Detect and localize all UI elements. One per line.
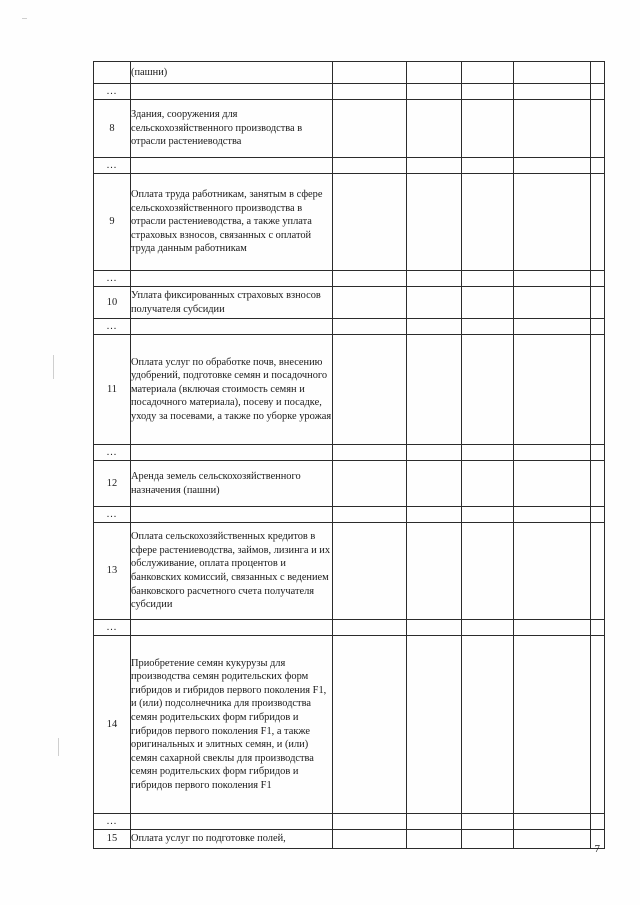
- empty-cell: [514, 84, 591, 100]
- empty-cell: [514, 62, 591, 84]
- expense-description: [131, 507, 333, 523]
- table-row-separator: [94, 271, 605, 287]
- empty-cell: [333, 507, 407, 523]
- empty-cell: [333, 335, 407, 445]
- expense-description: Оплата сельскохозяйственных кредитов в сфере растениеводства, займов, лизинга и их обслуживание, оплата процентов и банковских комиссий, связанных с ведением банковского расчетного счета получателя субсидии: [131, 523, 333, 620]
- expense-description: Аренда земель сельскохозяйственного назначения (пашни): [131, 461, 333, 507]
- empty-cell: [514, 271, 591, 287]
- row-number: [94, 62, 131, 84]
- empty-cell: [333, 174, 407, 271]
- empty-cell: [514, 287, 591, 319]
- empty-cell: [407, 507, 462, 523]
- empty-cell: [591, 507, 605, 523]
- row-number: ...: [94, 158, 131, 174]
- empty-cell: [333, 814, 407, 830]
- empty-cell: [407, 620, 462, 636]
- empty-cell: [462, 461, 514, 507]
- table-row: [94, 523, 605, 620]
- empty-cell: [591, 100, 605, 158]
- empty-cell: [407, 271, 462, 287]
- empty-cell: [462, 830, 514, 849]
- empty-cell: [462, 445, 514, 461]
- table-row: [94, 100, 605, 158]
- empty-cell: [591, 523, 605, 620]
- empty-cell: [462, 84, 514, 100]
- table-row-separator: [94, 158, 605, 174]
- empty-cell: [514, 523, 591, 620]
- empty-cell: [514, 814, 591, 830]
- empty-cell: [407, 335, 462, 445]
- expense-description: Здания, сооружения для сельскохозяйственного производства в отрасли растениеводства: [131, 100, 333, 158]
- table-row-separator: [94, 319, 605, 335]
- expense-description: (пашни): [131, 62, 333, 84]
- empty-cell: [591, 335, 605, 445]
- table-row: [94, 461, 605, 507]
- empty-cell: [514, 507, 591, 523]
- empty-cell: [514, 830, 591, 849]
- empty-cell: [333, 461, 407, 507]
- table-row: [94, 62, 605, 84]
- empty-cell: [591, 62, 605, 84]
- empty-cell: [407, 100, 462, 158]
- empty-cell: [462, 620, 514, 636]
- empty-cell: [333, 287, 407, 319]
- table-row: [94, 335, 605, 445]
- page-number: 7: [594, 843, 600, 855]
- empty-cell: [591, 84, 605, 100]
- empty-cell: [407, 523, 462, 620]
- empty-cell: [333, 84, 407, 100]
- table-row-separator: [94, 507, 605, 523]
- empty-cell: [462, 523, 514, 620]
- empty-cell: [333, 158, 407, 174]
- empty-cell: [462, 62, 514, 84]
- scan-mark-top: [22, 18, 27, 19]
- row-number: 8: [94, 100, 131, 158]
- empty-cell: [591, 814, 605, 830]
- expense-description: [131, 814, 333, 830]
- empty-cell: [514, 335, 591, 445]
- empty-cell: [591, 319, 605, 335]
- table-row-separator: [94, 445, 605, 461]
- empty-cell: [514, 158, 591, 174]
- empty-cell: [462, 319, 514, 335]
- empty-cell: [514, 636, 591, 814]
- row-number: 10: [94, 287, 131, 319]
- row-number: 11: [94, 335, 131, 445]
- table-row: [94, 830, 605, 849]
- empty-cell: [514, 620, 591, 636]
- empty-cell: [333, 620, 407, 636]
- expenses-table: [93, 61, 605, 849]
- row-number: ...: [94, 507, 131, 523]
- empty-cell: [591, 620, 605, 636]
- table-body: [94, 62, 605, 849]
- empty-cell: [407, 319, 462, 335]
- expense-description: Оплата труда работникам, занятым в сфере сельскохозяйственного производства в отрасли растениеводства, а также уплата страховых взносов, связанных с оплатой труда данным работникам: [131, 174, 333, 271]
- table-row-separator: [94, 620, 605, 636]
- empty-cell: [407, 174, 462, 271]
- empty-cell: [514, 445, 591, 461]
- empty-cell: [407, 158, 462, 174]
- empty-cell: [407, 84, 462, 100]
- empty-cell: [462, 100, 514, 158]
- empty-cell: [462, 271, 514, 287]
- empty-cell: [591, 445, 605, 461]
- empty-cell: [462, 287, 514, 319]
- empty-cell: [591, 158, 605, 174]
- empty-cell: [407, 445, 462, 461]
- empty-cell: [407, 287, 462, 319]
- empty-cell: [462, 636, 514, 814]
- row-number: 14: [94, 636, 131, 814]
- empty-cell: [514, 100, 591, 158]
- empty-cell: [514, 461, 591, 507]
- expense-description: Оплата услуг по подготовке полей,: [131, 830, 333, 849]
- table-row-separator: [94, 84, 605, 100]
- table-row: [94, 636, 605, 814]
- scan-mark-left-2: [58, 738, 59, 756]
- empty-cell: [462, 174, 514, 271]
- row-number: 15: [94, 830, 131, 849]
- empty-cell: [407, 62, 462, 84]
- row-number: ...: [94, 445, 131, 461]
- row-number: ...: [94, 271, 131, 287]
- expense-description: Оплата услуг по обработке почв, внесению удобрений, подготовке семян и посадочного материала (включая стоимость семян и посадочного материала), посеву и посадке, уходу за посевами, а также по уборке урожая: [131, 335, 333, 445]
- empty-cell: [333, 319, 407, 335]
- empty-cell: [407, 461, 462, 507]
- empty-cell: [333, 445, 407, 461]
- empty-cell: [333, 100, 407, 158]
- expense-description: [131, 620, 333, 636]
- empty-cell: [591, 174, 605, 271]
- expense-description: [131, 84, 333, 100]
- table-row: [94, 174, 605, 271]
- row-number: 12: [94, 461, 131, 507]
- empty-cell: [591, 461, 605, 507]
- empty-cell: [462, 814, 514, 830]
- empty-cell: [333, 523, 407, 620]
- empty-cell: [514, 319, 591, 335]
- empty-cell: [333, 636, 407, 814]
- row-number: ...: [94, 620, 131, 636]
- row-number: 9: [94, 174, 131, 271]
- row-number: ...: [94, 84, 131, 100]
- expense-description: [131, 158, 333, 174]
- empty-cell: [333, 62, 407, 84]
- empty-cell: [591, 271, 605, 287]
- table-row: [94, 287, 605, 319]
- expense-description: [131, 445, 333, 461]
- expense-description: Уплата фиксированных страховых взносов получателя субсидии: [131, 287, 333, 319]
- row-number: ...: [94, 814, 131, 830]
- empty-cell: [407, 830, 462, 849]
- empty-cell: [333, 271, 407, 287]
- empty-cell: [591, 636, 605, 814]
- empty-cell: [333, 830, 407, 849]
- empty-cell: [407, 636, 462, 814]
- row-number: ...: [94, 319, 131, 335]
- empty-cell: [462, 158, 514, 174]
- empty-cell: [462, 335, 514, 445]
- empty-cell: [591, 287, 605, 319]
- row-number: 13: [94, 523, 131, 620]
- expense-description: Приобретение семян кукурузы для производства семян родительских форм гибридов и гибридов первого поколения F1, и (или) подсолнечника для производства семян родительских форм гибридов и гибридов первого поколения F1, а также оригинальных и элитных семян, и (или) семян сахарной свеклы для производства семян родительских форм гибридов и гибридов первого поколения F1: [131, 636, 333, 814]
- empty-cell: [462, 507, 514, 523]
- scan-mark-left-1: [53, 355, 54, 379]
- empty-cell: [407, 814, 462, 830]
- expense-description: [131, 319, 333, 335]
- table-row-separator: [94, 814, 605, 830]
- empty-cell: [514, 174, 591, 271]
- expense-description: [131, 271, 333, 287]
